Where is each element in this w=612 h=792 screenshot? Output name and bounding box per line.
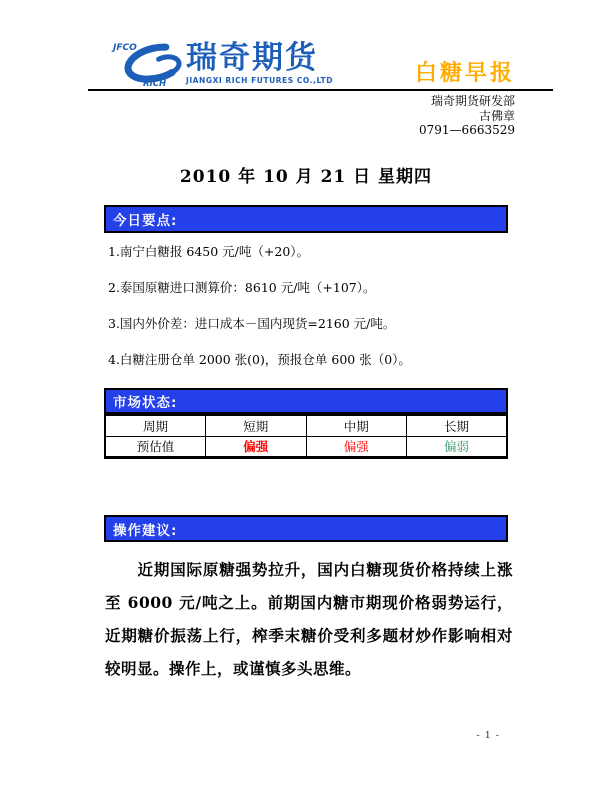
status-value-long-term: 偏弱 — [407, 436, 508, 457]
table-header-cycle: 周期 — [105, 415, 206, 436]
table-header-mid-term: 中期 — [306, 415, 407, 436]
department-line: 瑞奇期货研发部 — [430, 94, 515, 108]
advice-banner — [104, 515, 508, 542]
report-title: 白糖早报 — [414, 61, 515, 86]
author-line: 古佛章 — [478, 108, 515, 123]
logo-swoosh-icon — [106, 39, 184, 91]
key-points-title: 今日要点: — [113, 213, 178, 229]
table-header-row — [105, 415, 507, 436]
status-value-mid-term: 偏强 — [306, 436, 407, 457]
logo-rich-text: RICH — [143, 79, 167, 89]
date-heading: 2010 年 10 月 21 日 星期四 — [179, 167, 433, 187]
table-header-short-term: 短期 — [206, 415, 307, 436]
key-points-list — [108, 244, 508, 388]
key-point-item: 3.国内外价差：进口成本－国内现货=2160 元/吨。 — [108, 316, 396, 331]
advice-paragraph: 近期国际原糖强势拉升，国内白糖现货价格持续上涨至 6000 元/吨之上。前期国内糖市期现价格弱势运行，近期糖价振荡上行，榨季末糖价受利多题材炒作影响相对较明显。操作上，或谨慎多头思维。 — [105, 560, 513, 678]
table-value-row — [105, 436, 507, 457]
contact-block — [419, 94, 515, 138]
header-divider — [88, 89, 553, 91]
company-logo — [106, 39, 333, 91]
logo-text-block — [186, 39, 333, 85]
key-points-banner — [104, 205, 508, 233]
key-point-item: 4.白糖注册仓单 2000 张(0)，预报仓单 600 张（0）。 — [108, 352, 411, 367]
company-name-en: JIANGXI RICH FUTURES CO.,LTD — [186, 76, 333, 85]
page-number: - 1 - — [476, 730, 500, 741]
logo-jfco-text: JFCO — [113, 43, 137, 53]
market-status-title: 市场状态: — [113, 395, 178, 411]
key-point-item: 1.南宁白糖报 6450 元/吨（+20）。 — [108, 244, 310, 259]
key-point-item: 2.泰国原糖进口测算价：8610 元/吨（+107）。 — [108, 280, 376, 295]
company-name-cn: 瑞奇期货 — [186, 40, 318, 76]
estimate-row-label: 预估值 — [105, 436, 206, 457]
status-value-short-term: 偏强 — [206, 436, 307, 457]
phone-line: 0791—6663529 — [419, 123, 515, 137]
advice-title: 操作建议: — [113, 522, 178, 539]
market-status-table — [104, 414, 508, 459]
market-status-banner — [104, 388, 508, 414]
table-header-long-term: 长期 — [407, 415, 508, 436]
